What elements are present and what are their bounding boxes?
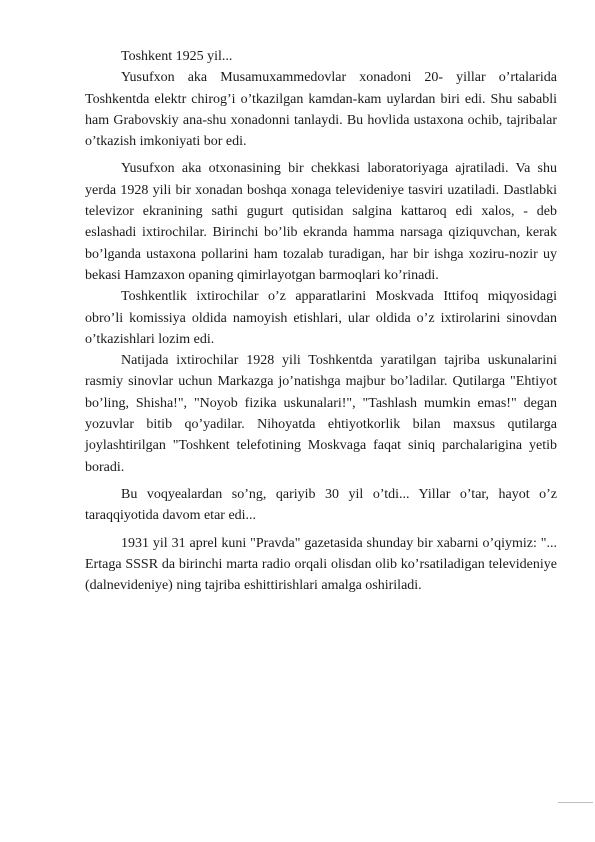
paragraph-5: Bu voqyealardan so’ng, qariyib 30 yil o’tdi... Yillar o’tar, hayot o’z taraqqiyotida davom etar edi... — [85, 486, 557, 524]
document-body — [85, 46, 557, 596]
paragraph-3: Toshkentlik ixtirochilar o’z apparatlarini Moskvada Ittifoq miqyosidagi obro’li komissiya oldida namoyish etishlari, ular oldida o’z ixtirolarini sinovdan o’tkazishlari lozim edi. — [85, 289, 557, 347]
paragraph-4: Natijada ixtirochilar 1928 yili Toshkentda yaratilgan tajriba uskunalarini rasmiy sinovlar uchun Markazga jo’natishga majbur bo’ladilar. Qutilarga "Ehtiyot bo’ling, Shisha!", "Noyob fizika uskunalari!", "Tashlash mumkin emas!" degan yozuvlar bitib qo’yadilar. Nihoyatda ehtiyotkorlik bilan maxsus qutilarga joylashtirilgan "Toshkent telefotining Moskvaga faqat siniq parchalarigina yetib boradi. — [85, 353, 557, 475]
paragraph-heading-date: Toshkent 1925 yil... — [121, 49, 233, 64]
footer-divider — [558, 802, 593, 803]
paragraph-6: 1931 yil 31 aprel kuni "Pravda" gazetasida shunday bir xabarni o’qiymiz: "... Ertaga SSSR da birinchi marta radio orqali olisdan olib ko’rsatiladigan televideniye (dalnevideniye) ning tajriba eshittirishlari amalga oshiriladi. — [85, 535, 557, 594]
paragraph-1: Yusufxon aka Musamuxammedovlar xonadoni 20- yillar o’rtalarida Toshkentda elektr chirog’i o’tkazilgan kamdan-kam uylardan biri edi. Shu sababli ham Grabovskiy ana-shu xonadonni tanlaydi. Bu hovlida ustaxona ochib, tajribalar o’tkazish imkoniyati bor edi. — [85, 70, 557, 150]
paragraph-2: Yusufxon aka otxonasining bir chekkasi laboratoriyaga ajratiladi. Va shu yerda 1928 yili bir xonadan boshqa xonaga televideniye tasviri uzatiladi. Dastlabki televizor ekranining sathi gugurt qutisidan salgina kattaroq edi xalos, - deb eslashadi ixtirochilar. Birinchi bo’lib ekranda hamma narsaga qiziquvchan, kerak bo’lganda ustaxona pollarini ham tozalab turadigan, har bir ishga xoziru-nozir uy bekasi Hamzaxon opaning qimirlayotgan barmoqlari ko’rinadi. — [85, 161, 557, 283]
